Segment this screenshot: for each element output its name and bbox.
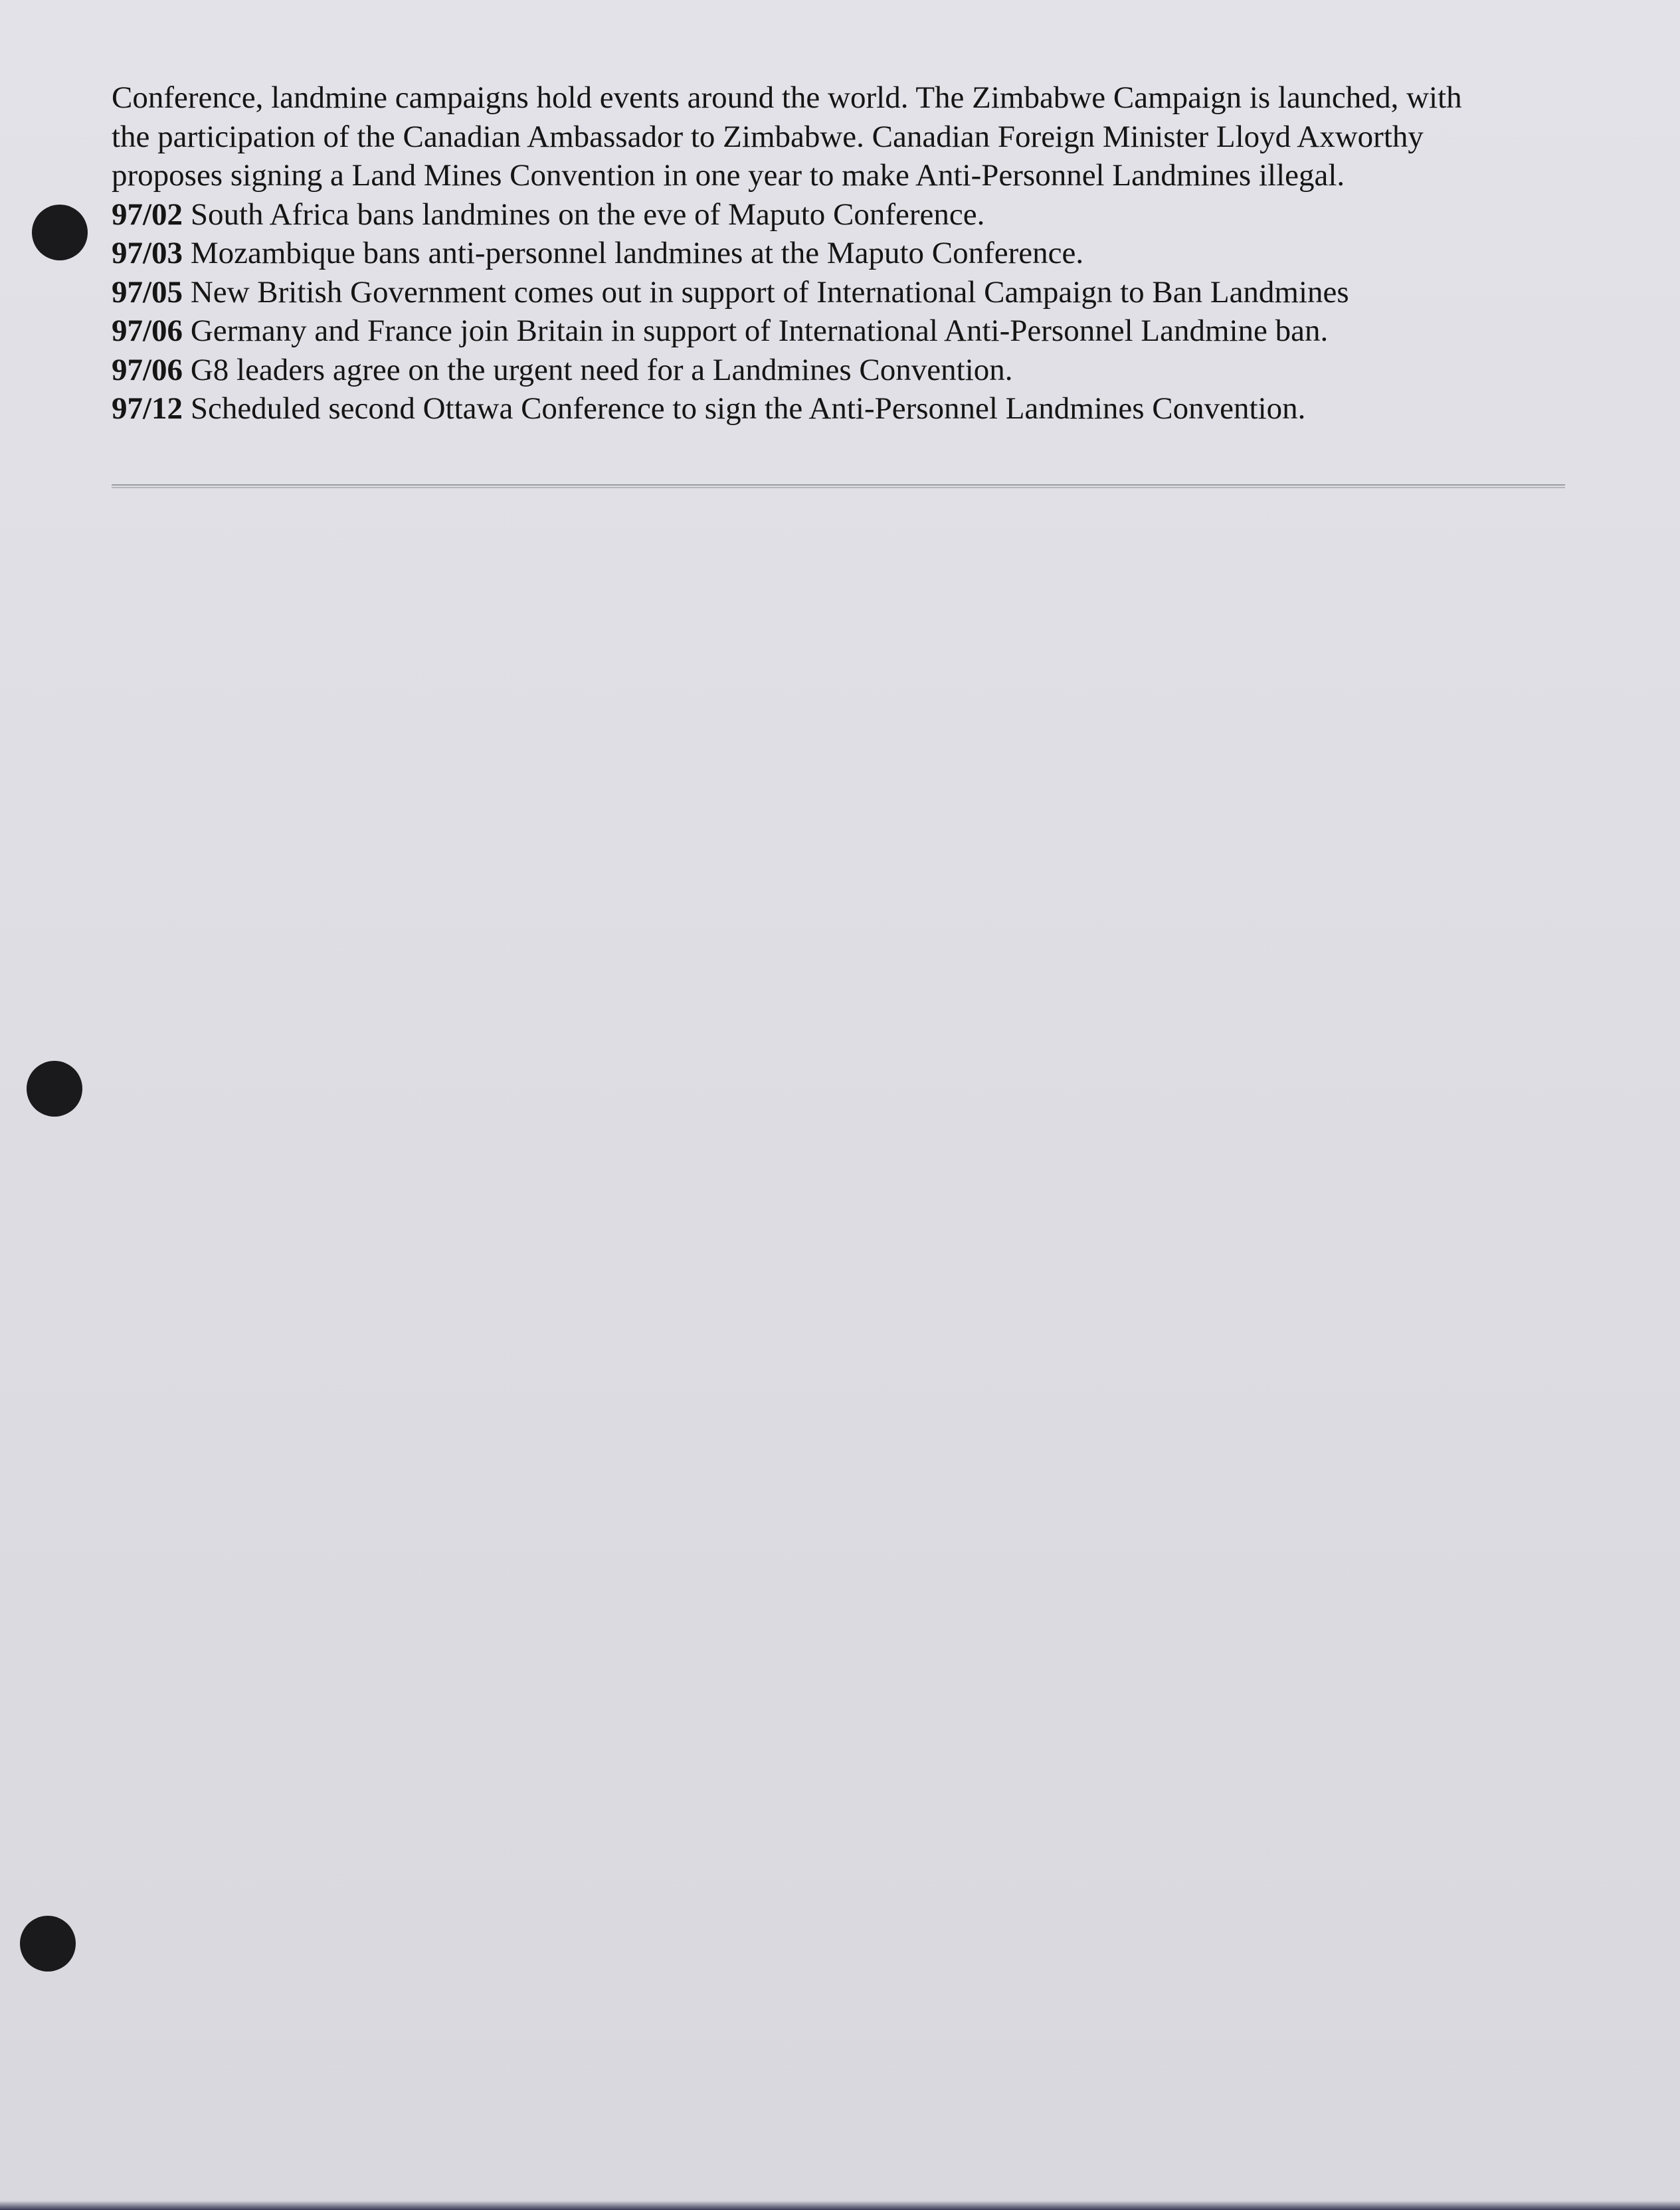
entry-text: South Africa bans landmines on the eve of Maputo Conference. xyxy=(190,197,985,232)
punch-hole-top xyxy=(32,205,88,260)
entry-date: 97/12 xyxy=(112,391,183,426)
timeline-entry xyxy=(112,351,1573,390)
entry-text: Mozambique bans anti-personnel landmines at the Maputo Conference. xyxy=(190,236,1084,270)
entry-date: 97/06 xyxy=(112,314,183,348)
timeline-entry xyxy=(112,273,1573,312)
timeline-entry xyxy=(112,312,1573,351)
punch-hole-middle xyxy=(27,1061,82,1117)
punch-hole-bottom xyxy=(20,1916,76,1972)
entry-date: 97/05 xyxy=(112,274,183,310)
entry-date: 97/03 xyxy=(112,236,183,270)
entry-text: Germany and France join Britain in support of International Anti-Personnel Landmine ban. xyxy=(190,314,1329,348)
timeline-text xyxy=(112,78,1573,428)
entry-date: 97/06 xyxy=(112,352,183,387)
entry-text: New British Government comes out in support of International Campaign to Ban Landmines xyxy=(190,274,1349,310)
horizontal-rule xyxy=(112,484,1565,488)
timeline-entry xyxy=(112,234,1573,273)
intro-line: the participation of the Canadian Ambassador to Zimbabwe. Canadian Foreign Minister Lloyd Axworthy xyxy=(112,119,1424,154)
entry-date: 97/02 xyxy=(112,197,183,232)
timeline-entry xyxy=(112,389,1573,428)
intro-line: proposes signing a Land Mines Convention in one year to make Anti-Personnel Landmines illegal. xyxy=(112,158,1345,193)
intro-line: Conference, landmine campaigns hold events around the world. The Zimbabwe Campaign is launched, with xyxy=(112,80,1462,115)
entry-text: G8 leaders agree on the urgent need for a Landmines Convention. xyxy=(190,352,1013,387)
page-edge-shadow xyxy=(0,2201,1680,2210)
timeline-entry xyxy=(112,195,1573,234)
entry-text: Scheduled second Ottawa Conference to sign the Anti-Personnel Landmines Convention. xyxy=(190,391,1306,426)
